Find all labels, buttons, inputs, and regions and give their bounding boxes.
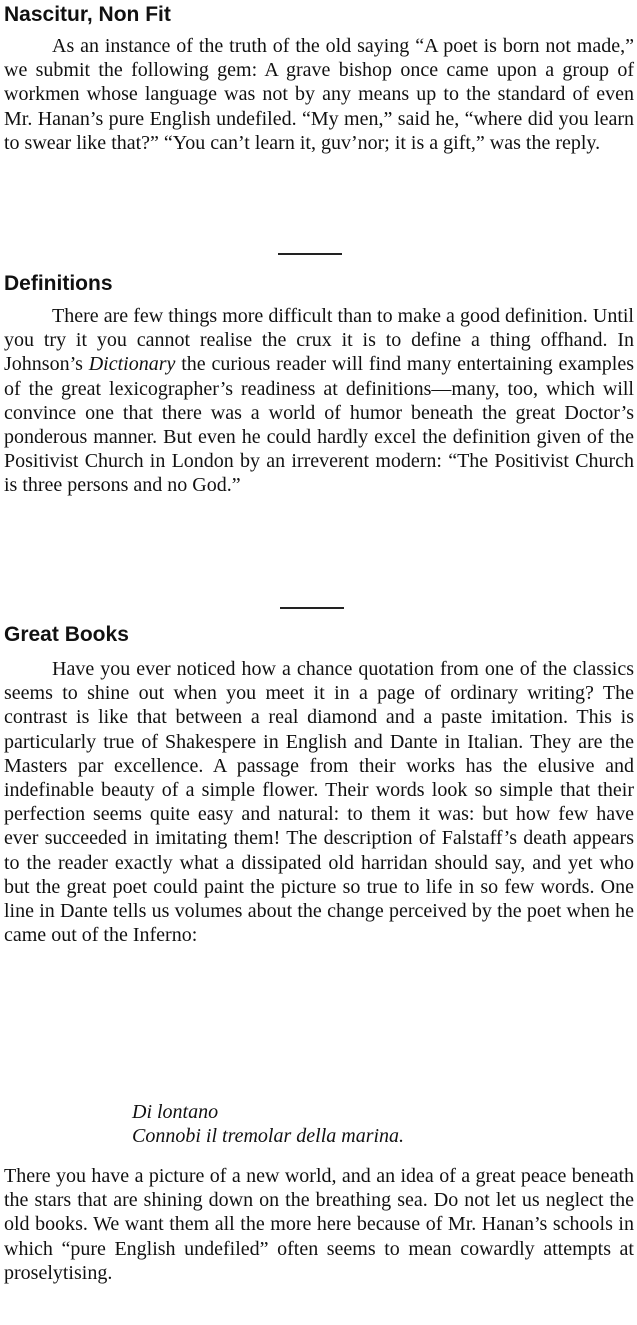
verse-line: Connobi il tremolar della marina. (132, 1125, 405, 1147)
section-divider (278, 253, 342, 255)
section-heading-nascitur: Nascitur, Non Fit (4, 3, 171, 26)
dante-quotation (4, 1100, 634, 1148)
section-divider (280, 607, 344, 609)
section-paragraph-great-books: Have you ever noticed how a chance quotation from one of the classics seems to shine out when you meet it in a page of ordinary writing? The contrast is like that between a real diamond and a paste imitation. This is particularly true of Shakespere in English and Dante in Italian. They are the Masters par excellence. A passage from their works has the elusive and indefinable beauty of a simple flower. Their words look so simple that their perfection seems quite easy and natural: to them it was: but how few have ever succeeded in imitating them! The description of Falstaff’s death appears to the reader exactly what a dissipated old harridan should say, and yet who but the great poet could paint the picture so true to life in so few words. One line in Dante tells us volumes about the change perceived by the poet when he came out of the Inferno: (4, 658, 634, 947)
section-heading-great-books: Great Books (4, 623, 129, 646)
paragraph-text-before: There are few things more difficult than to make a good definition. Until you try it you cannot realise the crux it is to define a thing offhand. In Johnson’s (4, 305, 634, 376)
section-paragraph-great-books-continued: There you have a picture of a new world, and an idea of a great peace beneath the stars that are shining down on the breathing sea. Do not let us neglect the old books. We want them all the more here because of Mr. Hanan’s schools in which “pure English undefiled” often seems to mean cowardly attempts at proselytising. (4, 1165, 634, 1284)
verse-line: Di lontano (132, 1101, 219, 1123)
dictionary-title: Dictionary (88, 353, 176, 376)
section-heading-definitions: Definitions (4, 272, 113, 295)
section-paragraph-nascitur: As an instance of the truth of the old saying “A poet is born not made,” we submit the following gem: A grave bishop once came upon a group of workmen whose language was not by any means up to the standard of even Mr. Hanan’s pure English undefiled. “My men,” said he, “where did you learn to swear like that?” “You can’t learn it, guv’nor; it is a gift,” was the reply. (4, 35, 634, 154)
paragraph-text-after: the curious reader will find many entertaining examples of the great lexicographer’s readiness at definitions—many, too, which will convince one that there was a world of humor beneath the great Doctor’s ponderous manner. But even he could hardly excel the definition given of the Positivist Church in London by an irreverent modern: “The Positivist Church is three persons and no God.” (4, 353, 635, 497)
section-paragraph-definitions (4, 304, 634, 498)
